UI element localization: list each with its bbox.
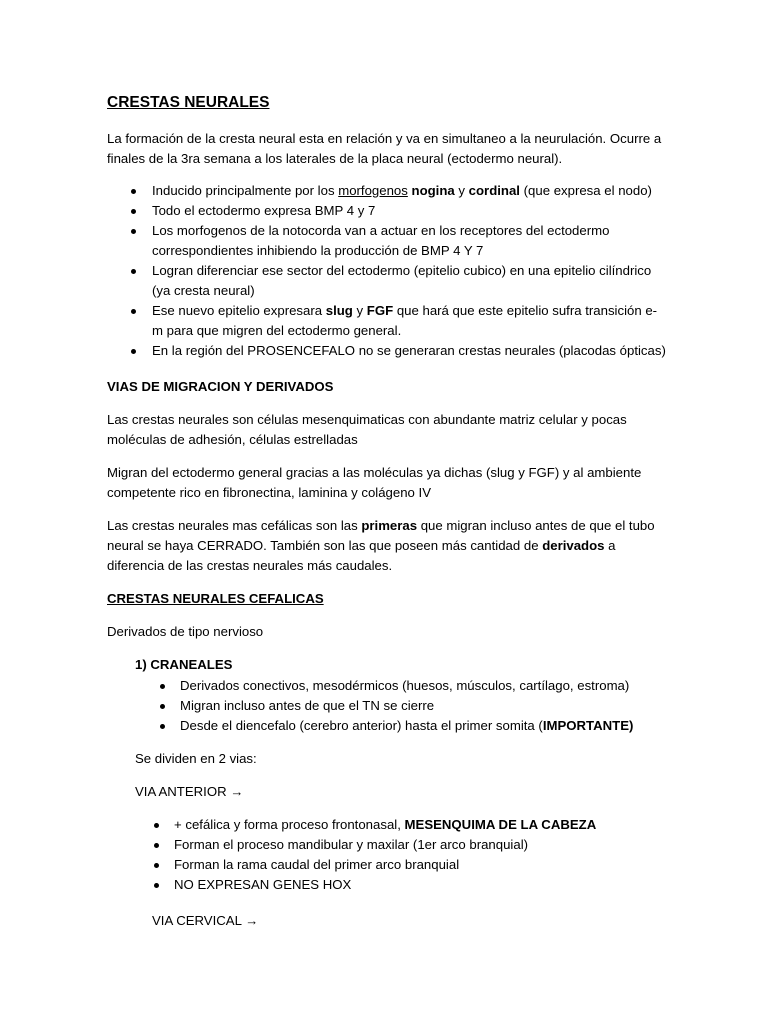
document-title: CRESTAS NEURALES [107,94,270,111]
list-item: Derivados conectivos, mesodérmicos (huesos, músculos, cartílago, estroma) [155,676,667,696]
list-item: En la región del PROSENCEFALO no se generaran crestas neurales (placodas ópticas) [107,341,667,361]
list-item: Ese nuevo epitelio expresara slug y FGF que hará que este epitelio sufra transición e-m para que migren del ectodermo general. [107,301,667,341]
craneales-heading: 1) CRANEALES [135,657,233,672]
paragraph-mesenquimaticas: Las crestas neurales son células mesenquimaticas con abundante matriz celular y pocas moléculas de adhesión, células estrelladas [107,412,627,447]
induction-bullet-list [107,181,667,361]
list-item: Todo el ectodermo expresa BMP 4 y 7 [107,201,667,221]
list-item: Desde el diencefalo (cerebro anterior) hasta el primer somita (IMPORTANTE) [155,716,667,736]
se-dividen-text: Se dividen en 2 vias: [135,751,257,766]
list-item: Migran incluso antes de que el TN se cierre [155,696,667,716]
list-item: Forman el proceso mandibular y maxilar (1er arco branquial) [147,835,667,855]
via-anterior-label: VIA ANTERIOR → [135,784,244,799]
list-item: Inducido principalmente por los morfogenos nogina y cordinal (que expresa el nodo) [107,181,667,201]
derivados-label: Derivados de tipo nervioso [107,624,264,639]
via-cervical-label: VIA CERVICAL → [152,913,259,928]
section-heading-cefalicas: CRESTAS NEURALES CEFALICAS [107,591,324,606]
list-item: Forman la rama caudal del primer arco branquial [147,855,667,875]
craneales-bullet-list [155,676,667,736]
list-item: Logran diferenciar ese sector del ectodermo (epitelio cubico) en una epitelio cilíndrico (ya cresta neural) [107,261,667,301]
list-item: + cefálica y forma proceso frontonasal, MESENQUIMA DE LA CABEZA [147,815,667,835]
intro-paragraph: La formación de la cresta neural esta en relación y va en simultaneo a la neurulación. Ocurre a finales de la 3ra semana a los laterales de la placa neural (ectodermo neural). [107,131,662,166]
paragraph-cefalicas: Las crestas neurales mas cefálicas son las primeras que migran incluso antes de que el tubo neural se haya CERRADO. También son las que poseen más cantidad de derivados a diferencia de las crestas neurales más caudales. [107,518,655,573]
paragraph-migran: Migran del ectodermo general gracias a las moléculas ya dichas (slug y FGF) y al ambiente competente rico en fibronectina, laminina y colágeno IV [107,465,642,500]
list-item: NO EXPRESAN GENES HOX [147,875,667,895]
via-anterior-bullet-list [147,815,667,895]
list-item: Los morfogenos de la notocorda van a actuar en los receptores del ectodermo correspondientes inhibiendo la producción de BMP 4 Y 7 [107,221,667,261]
section-heading-vias: VIAS DE MIGRACION Y DERIVADOS [107,379,334,394]
